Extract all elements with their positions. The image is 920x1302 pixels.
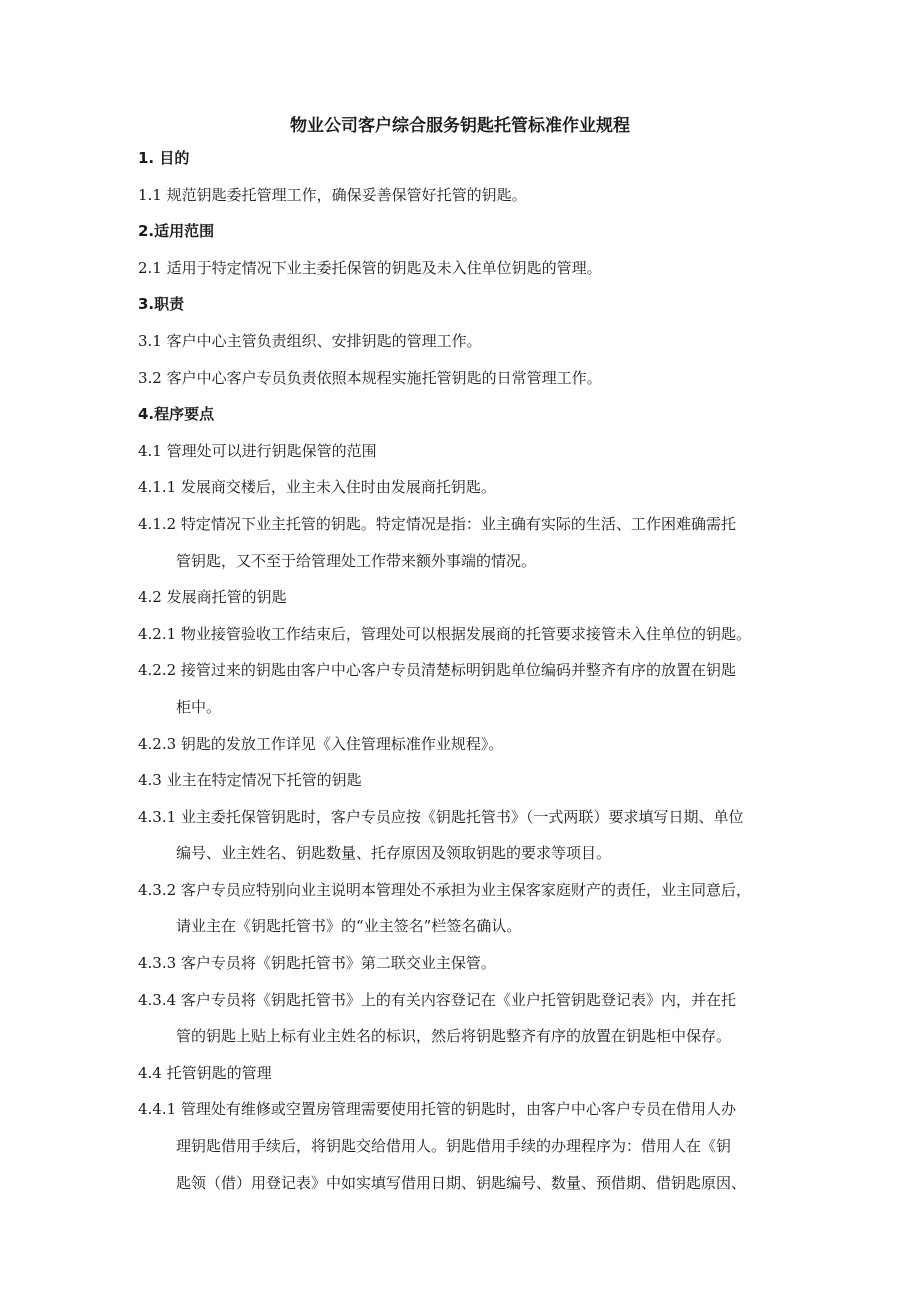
paragraph-line: 4.2 发展商托管的钥匙 [138, 588, 287, 607]
paragraph-continuation: 柜中。 [176, 697, 222, 716]
paragraph-line: 4.1 管理处可以进行钥匙保管的范围 [138, 441, 377, 460]
paragraph-line: 4.3.1 业主委托保管钥匙时，客户专员应按《钥匙托管书》（一式两联）要求填写日期、单位 [138, 807, 744, 826]
paragraph-continuation: 管钥匙，又不至于给管理处工作带来额外事端的情况。 [176, 551, 537, 570]
paragraph-line: 1.1 规范钥匙委托管理工作，确保妥善保管好托管的钥匙。 [138, 185, 527, 204]
paragraph-continuation: 匙领（借）用登记表》中如实填写借用日期、钥匙编号、数量、预借期、借钥匙原因、 [176, 1173, 747, 1192]
section-heading: 2.适用范围 [138, 222, 215, 241]
paragraph-line: 4.3.2 客户专员应特别向业主说明本管理处不承担为业主保客家庭财产的责任，业主同意后， [138, 880, 751, 899]
paragraph-line: 3.2 客户中心客户专员负责依照本规程实施托管钥匙的日常管理工作。 [138, 368, 602, 387]
section-heading: 1. 目的 [138, 149, 190, 167]
section-heading: 3.职责 [138, 295, 185, 314]
paragraph-line: 4.2.1 物业接管验收工作结束后，管理处可以根据发展商的托管要求接管未入住单位的钥匙。 [138, 624, 751, 643]
paragraph-continuation: 编号、业主姓名、钥匙数量、托存原因及领取钥匙的要求等项目。 [176, 844, 612, 863]
paragraph-continuation: 管的钥匙上贴上标有业主姓名的标识，然后将钥匙整齐有序的放置在钥匙柜中保存。 [176, 1027, 732, 1046]
paragraph-continuation: 请业主在《钥匙托管书》的“业主签名”栏签名确认。 [176, 917, 522, 936]
paragraph-line: 4.3.3 客户专员将《钥匙托管书》第二联交业主保管。 [138, 954, 496, 973]
paragraph-line: 4.2.3 钥匙的发放工作详见《入住管理标准作业规程》。 [138, 734, 504, 753]
paragraph-line: 4.1.1 发展商交楼后，业主未入住时由发展商托钥匙。 [138, 478, 496, 497]
paragraph-line: 4.4 托管钥匙的管理 [138, 1063, 272, 1082]
paragraph-line: 2.1 适用于特定情况下业主委托保管的钥匙及未入住单位钥匙的管理。 [138, 258, 602, 277]
document-body [138, 140, 798, 1201]
paragraph-line: 3.1 客户中心主管负责组织、安排钥匙的管理工作。 [138, 331, 482, 350]
paragraph-line: 4.4.1 管理处有维修或空置房管理需要使用托管的钥匙时，由客户中心客户专员在借用人办 [138, 1100, 736, 1119]
paragraph-line: 4.1.2 特定情况下业主托管的钥匙。特定情况是指：业主确有实际的生活、工作困难确需托 [138, 514, 736, 533]
paragraph-continuation: 理钥匙借用手续后，将钥匙交给借用人。钥匙借用手续的办理程序为：借用人在《钥 [176, 1137, 732, 1156]
paragraph-line: 4.3 业主在特定情况下托管的钥匙 [138, 771, 362, 790]
section-heading: 4.程序要点 [138, 405, 215, 424]
document-title: 物业公司客户综合服务钥匙托管标准作业规程 [290, 116, 630, 136]
paragraph-line: 4.2.2 接管过来的钥匙由客户中心客户专员清楚标明钥匙单位编码并整齐有序的放置在钥匙 [138, 661, 736, 680]
paragraph-line: 4.3.4 客户专员将《钥匙托管书》上的有关内容登记在《业户托管钥匙登记表》内，并在托 [138, 990, 736, 1009]
